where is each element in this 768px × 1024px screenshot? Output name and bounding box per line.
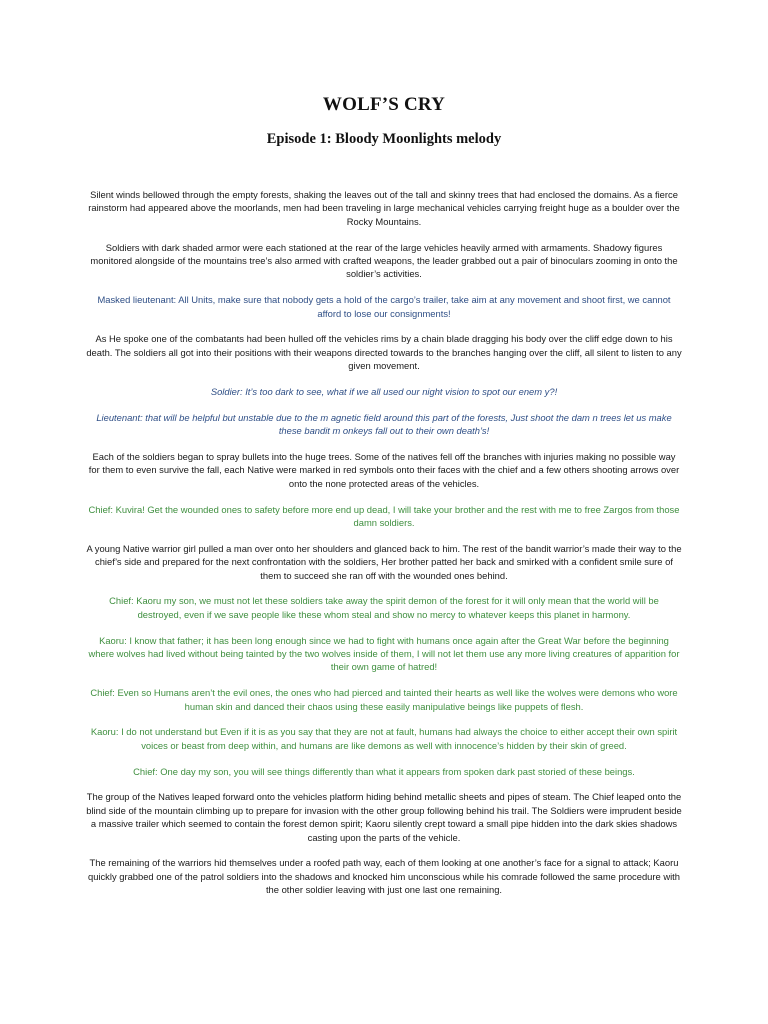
dialogue-line: Kaoru: I do not understand but Even if it is as you say that they are not at fault, humans had always the choice to either accept their own spirit voices or beast from deep within, and humans are like demons as well with innocence’s hidden by their skin of greed.: [90, 726, 678, 751]
dialogue-line: Soldier: It’s too dark to see, what if we all used our night vision to spot our enem y?!: [210, 386, 558, 398]
dialogue-line: Kaoru: I know that father; it has been long enough since we had to fight with humans once again after the Great War before the beginning where wolves had lived without being tainted by the two wolves inside of them, I will not let them use any more living creatures of apparition for their own game of hatred!: [88, 634, 680, 673]
dialogue-line: Chief: Kuvira! Get the wounded ones to safety before more end up dead, I will take your brother and the rest with me to free Zargos from those damn soldiers.: [88, 503, 680, 529]
paragraph: As He spoke one of the combatants had been hulled off the vehicles rims by a chain blade dragging his body over the cliff edge down to his death. The soldiers all got into their positions with their weapons directed towards to the branches hanging over the cliff, all silent to listen to any given movement.: [86, 333, 682, 372]
paragraph: Soldiers with dark shaded armor were each stationed at the rear of the large vehicles heavily armed with armaments. Shadowy figures monitored alongside of the mountains tree’s also armed with crafted weapons, the leader grabbed out a pair of binoculars zooming in onto the soldier’s activities.: [90, 241, 678, 280]
dialogue-line: Chief: Even so Humans aren’t the evil ones, the ones who had pierced and tainted their hearts as well like the wolves were demons who wore human skin and danced their chaos using these easily manipulative beings like puppets of flesh.: [90, 687, 678, 712]
paragraph: Each of the soldiers began to spray bullets into the huge trees. Some of the natives fell off the branches with injuries making no possible way for them to even survive the fall, each Native were marked in red symbols onto their faces with the chief and a few others shooting arrows over onto the none protected areas of the vehicles.: [88, 451, 680, 489]
paragraph: A young Native warrior girl pulled a man over onto her shoulders and glanced back to him. The rest of the bandit warrior’s made their way to the chief’s side and prepared for the next confrontation with the soldiers, Her brother patted her back and smirked with a confident smile sure of them to succeed she ran off with the wounded ones behind.: [86, 542, 682, 581]
document-title: WOLF’S CRY: [322, 94, 446, 115]
dialogue-line: Masked lieutenant: All Units, make sure that nobody gets a hold of the cargo’s trailer, take aim at any movement and shoot first, we cannot afford to lose our consignments!: [97, 294, 671, 319]
episode-subtitle: Episode 1: Bloody Moonlights melody: [266, 131, 502, 147]
dialogue-line: Lieutenant: that will be helpful but unstable due to the m agnetic field around this part of the forests, Just shoot the dam n trees let us make these bandit m onkeys fall out to their own death’s!: [96, 411, 672, 437]
paragraph: The remaining of the warriors hid themselves under a roofed path way, each of them looking at one another’s face for a signal to attack; Kaoru quickly grabbed one of the patrol soldiers into the shadows and knocked him unconscious while his comrade followed the same procedure with the other soldier leaving with just one last one remaining.: [87, 857, 680, 896]
story-body: [86, 188, 682, 909]
dialogue-line: Chief: One day my son, you will see things differently than what it appears from spoken dark past storied of these beings.: [133, 765, 635, 777]
paragraph: The group of the Natives leaped forward onto the vehicles platform hiding behind metallic sheets and pipes of steam. The Chief leaped onto the blind side of the mountain climbing up to prepare for invasion with the other group following behind his trail. The Soldiers were imprudent beside a massive trailer which seemed to contain the forest demon spirit; Kaoru silently crept toward a small pipe hidden into the dark skies shadows casting upon the parts of the vehicle.: [86, 791, 682, 843]
paragraph: Silent winds bellowed through the empty forests, shaking the leaves out of the tall and skinny trees that had enclosed the domains. As a fierce rainstorm had appeared above the moorlands, men had been traveling in large mechanical vehicles carrying freight huge as a boulder over the Rocky Mountains.: [88, 189, 680, 227]
dialogue-line: Chief: Kaoru my son, we must not let these soldiers take away the spirit demon of the forest for it will only mean that the world will be destroyed, even if we save people like these whom steal and show no mercy to whatever keeps this planet in harmony.: [109, 595, 659, 620]
